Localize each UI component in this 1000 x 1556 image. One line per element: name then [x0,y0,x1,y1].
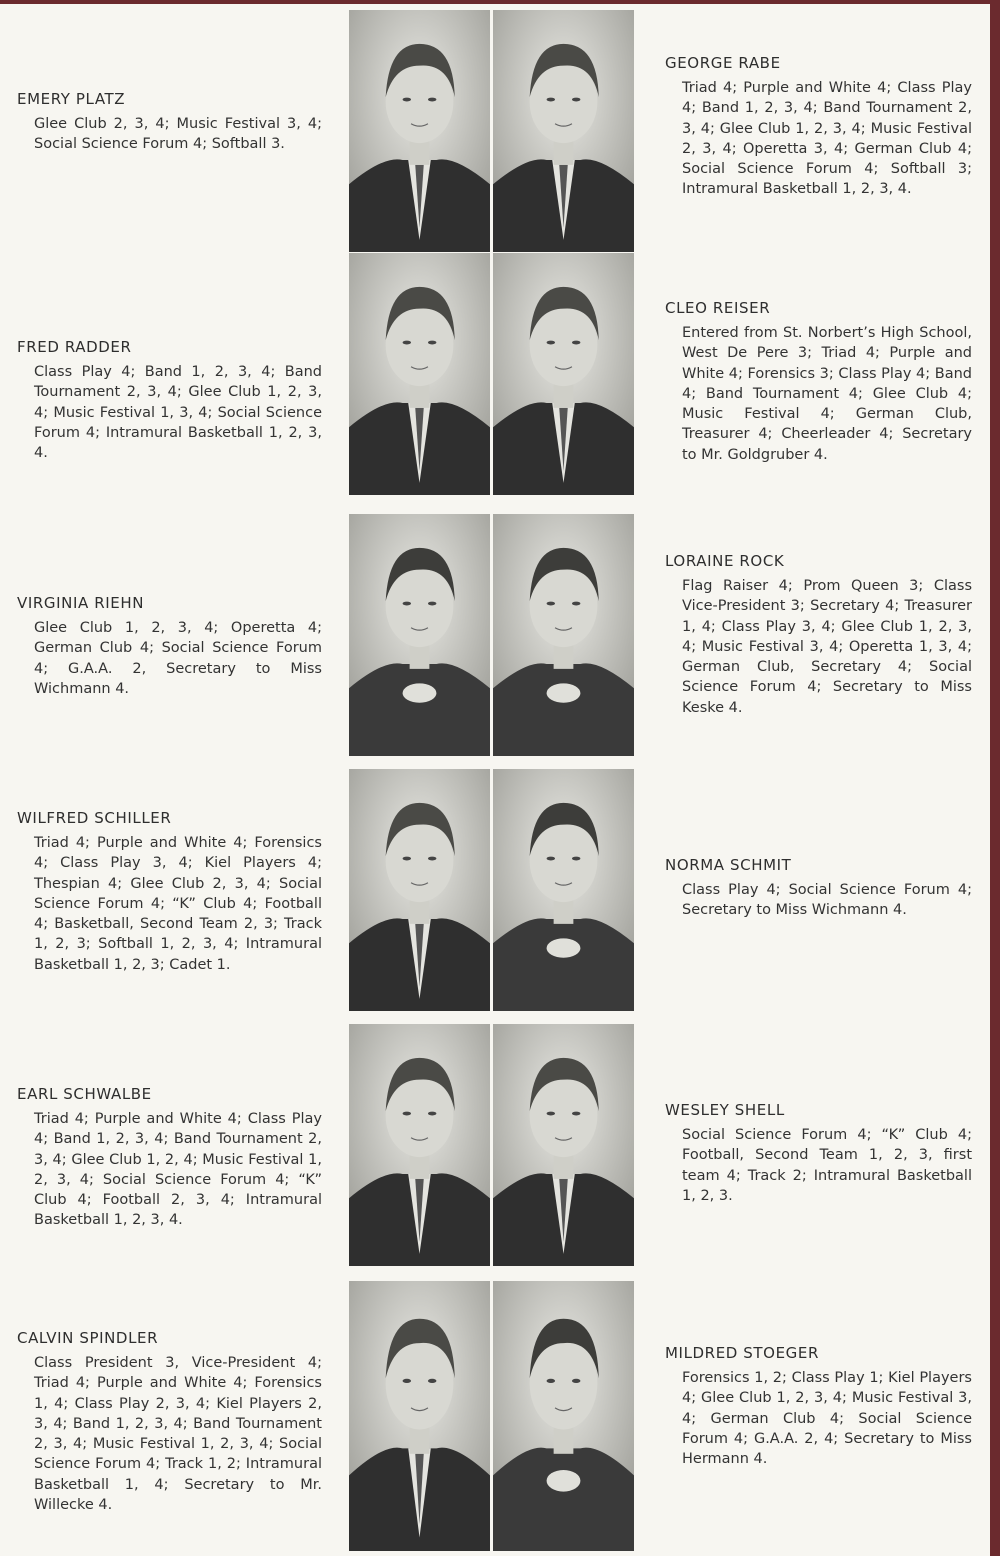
portrait-photo [349,514,490,756]
senior-name: LORAINE ROCK [665,552,785,570]
senior-name: MILDRED STOEGER [665,1344,819,1362]
senior-activities: Class President 3, Vice-President 4; Triad 4; Purple and White 4; Forensics 1, 4; Class Play 2, 3, 4; Kiel Players 2, 3, 4; Band 1, 2, 3, 4; Band Tournament 2, 3, 4; Music Festival 1, 2, 3, 4; Social Science Forum 4; Track 1, 2; Intramural Basketball 1, 4; Secretary to Mr. Willecke 4. [34,1355,322,1514]
senior-entry-fred-radder [17,338,322,463]
senior-activities: Glee Club 1, 2, 3, 4; Operetta 4; German Club 4; Social Science Forum 4; G.A.A. 2, Secretary to Miss Wichmann 4. [34,620,322,697]
senior-entry-cleo-reiser [665,299,972,465]
portrait-photo [349,769,490,1011]
senior-entry-wilfred-schiller [17,809,322,975]
senior-entry-virginia-riehn [17,594,322,699]
senior-activities: Triad 4; Purple and White 4; Forensics 4; Class Play 3, 4; Kiel Players 4; Thespian 4; Glee Club 2, 3, 4; Social Science Forum 4; “K” Club 4; Football 4; Basketball, Second Team 2, 3; Track 1, 2, 3; Softball 1, 2, 3, 4; Intramural Basketball 1, 2, 3; Cadet 1. [34,835,322,973]
portrait-photo [349,1281,490,1551]
senior-name: EARL SCHWALBE [17,1085,152,1103]
senior-name: CLEO REISER [665,299,771,317]
senior-name: EMERY PLATZ [17,90,126,108]
portrait-photo [493,10,634,252]
senior-activities: Forensics 1, 2; Class Play 1; Kiel Players 4; Glee Club 1, 2, 3, 4; Music Festival 3, 4; German Club 4; Social Science Forum 4; G.A.A. 2, 4; Secretary to Miss Hermann 4. [682,1370,972,1468]
senior-activities: Entered from St. Norbert’s High School, West De Pere 3; Triad 4; Purple and White 4; Forensics 3; Class Play 4; Band 4; Band Tournament 4; Glee Club 4; Music Festival 4; German Club, Treasurer 4; Cheerleader 4; Secretary to Mr. Goldgruber 4. [682,325,972,463]
senior-activities: Social Science Forum 4; “K” Club 4; Football, Second Team 1, 2, 3, first team 4; Track 2; Intramural Basketball 1, 2, 3. [682,1127,972,1204]
senior-name: WILFRED SCHILLER [17,809,172,827]
yearbook-page [0,4,990,1556]
senior-name: GEORGE RABE [665,54,781,72]
senior-entry-calvin-spindler [17,1329,322,1515]
senior-name: VIRGINIA RIEHN [17,594,145,612]
senior-entry-emery-platz [17,90,322,155]
senior-name: NORMA SCHMIT [665,856,792,874]
portrait-photo [493,253,634,495]
senior-activities: Class Play 4; Social Science Forum 4; Secretary to Miss Wichmann 4. [682,882,972,919]
senior-entry-wesley-shell [665,1101,972,1206]
portrait-photo [349,10,490,252]
senior-entry-mildred-stoeger [665,1344,972,1469]
senior-name: CALVIN SPINDLER [17,1329,159,1347]
senior-activities: Glee Club 2, 3, 4; Music Festival 3, 4; Social Science Forum 4; Softball 3. [34,116,322,153]
senior-name: WESLEY SHELL [665,1101,785,1119]
portrait-photo [493,769,634,1011]
portrait-photo [493,1281,634,1551]
senior-entry-loraine-rock [665,552,972,718]
senior-activities: Triad 4; Purple and White 4; Class Play 4; Band 1, 2, 3, 4; Band Tournament 2, 3, 4; Glee Club 1, 2, 4; Music Festival 1, 2, 3, 4; Social Science Forum 4; “K” Club 4; Football 2, 3, 4; Intramural Basketball 1, 2, 3, 4. [34,1111,322,1229]
senior-activities: Class Play 4; Band 1, 2, 3, 4; Band Tournament 2, 3, 4; Glee Club 1, 2, 3, 4; Music Festival 1, 3, 4; Social Science Forum 4; Intramural Basketball 1, 2, 3, 4. [34,364,322,462]
senior-entry-norma-schmit [665,856,972,921]
senior-entry-earl-schwalbe [17,1085,322,1231]
portrait-photo [349,253,490,495]
senior-activities: Triad 4; Purple and White 4; Class Play 4; Band 1, 2, 3, 4; Band Tournament 2, 3, 4; Glee Club 1, 2, 3, 4; Music Festival 2, 3, 4; Operetta 3, 4; German Club 4; Social Science Forum 4; Softball 3; Intramural Basketball 1, 2, 3, 4. [682,80,972,198]
senior-name: FRED RADDER [17,338,132,356]
senior-activities: Flag Raiser 4; Prom Queen 3; Class Vice-President 3; Secretary 4; Treasurer 1, 4; Class Play 3, 4; Glee Club 1, 2, 3, 4; Music Festival 3, 4; Operetta 1, 3, 4; German Club, Secretary 4; Social Science Forum 4; Secretary to Miss Keske 4. [682,578,972,716]
portrait-photo [493,1024,634,1266]
portrait-photo [349,1024,490,1266]
senior-entry-george-rabe [665,54,972,200]
portrait-photo [493,514,634,756]
